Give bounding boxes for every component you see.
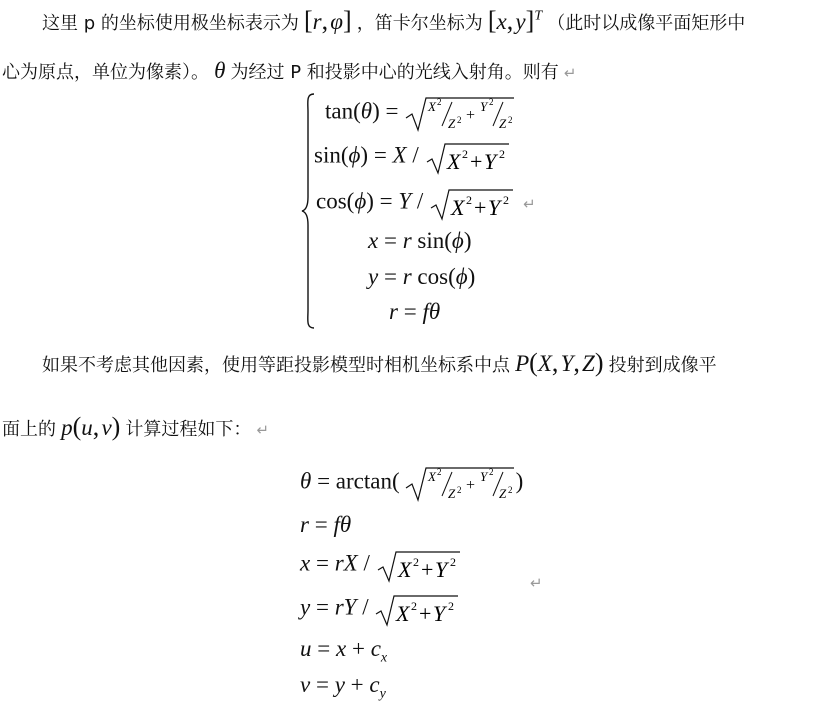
paragraph-mark: ↵ xyxy=(563,64,577,82)
svg-text:Y: Y xyxy=(488,195,501,220)
sqrt-fraction-1 xyxy=(404,96,516,134)
svg-text:2: 2 xyxy=(457,115,462,125)
paragraph2-line2 xyxy=(2,412,269,442)
svg-text:2: 2 xyxy=(461,147,468,161)
system1-eq4: x = r sin(ϕ) xyxy=(368,228,472,253)
paragraph1-line2 xyxy=(2,58,576,84)
svg-text:2: 2 xyxy=(489,97,494,107)
system2-eq4: y = rY / X 2 + Y 2 xyxy=(300,594,460,628)
system2-eq6: $v = y + c_y$ xyxy=(300,672,386,702)
paragraph1-text-b: ，笛卡尔坐标为 xyxy=(356,13,483,34)
svg-text:2: 2 xyxy=(466,193,473,207)
system1-eq1: tan(θ) = X 2 Z 2 + Y 2 Z 2 xyxy=(325,96,516,134)
svg-text:X: X xyxy=(396,601,410,626)
svg-text:+: + xyxy=(420,557,434,582)
svg-text:2: 2 xyxy=(456,485,462,495)
svg-text:X: X xyxy=(427,469,436,484)
system1-eq3: cos(ϕ) = Y / X 2 + Y 2 ↵ xyxy=(316,188,536,220)
svg-text:+: + xyxy=(469,149,482,174)
svg-text:2: 2 xyxy=(436,467,442,477)
cartesian-coords: [x, y]$^T$ xyxy=(487,6,543,35)
theta-symbol: θ xyxy=(214,58,226,83)
paragraph1-line1 xyxy=(42,6,745,36)
paragraph2-line1 xyxy=(42,348,717,378)
paragraph1-text-a: 这里 p 的坐标使用极坐标表示为 xyxy=(42,13,299,34)
svg-text:+: + xyxy=(419,601,432,626)
svg-text:2: 2 xyxy=(412,555,419,569)
svg-text:2: 2 xyxy=(449,555,456,569)
left-brace-icon xyxy=(300,92,316,330)
svg-text:2: 2 xyxy=(498,147,505,161)
paragraph1-text-d: 心为原点，单位为像素）。 xyxy=(2,62,209,83)
sqrt-fraction-2 xyxy=(404,466,516,504)
system2-eq2: r = fθ xyxy=(300,512,352,537)
svg-text:X: X xyxy=(397,557,412,582)
sqrt-sum-3 xyxy=(376,550,462,584)
svg-text:X: X xyxy=(428,99,437,114)
svg-text:2: 2 xyxy=(488,467,494,477)
svg-text:2: 2 xyxy=(508,115,513,125)
paragraph2-text-b: 投射到成像平 xyxy=(608,355,717,376)
svg-text:2: 2 xyxy=(503,193,510,207)
paragraph2-text-a: 如果不考虑其他因素，使用等距投影模型时相机坐标系中点 xyxy=(42,355,510,376)
svg-text:Z: Z xyxy=(499,116,507,131)
paragraph-mark: ↵ xyxy=(256,421,270,439)
system1-eq2: sin(ϕ) = X / X 2 + Y 2 xyxy=(314,142,511,176)
system1-eq6: r = fθ xyxy=(389,299,441,324)
svg-text:X: X xyxy=(451,195,465,220)
svg-text:+: + xyxy=(474,195,487,220)
paragraph2-text-c: 面上的 xyxy=(2,419,56,440)
svg-text:Z: Z xyxy=(498,486,506,501)
svg-text:2: 2 xyxy=(411,599,418,613)
polar-coords: [r, φ] xyxy=(303,6,352,35)
system1-eq5: y = r cos(ϕ) xyxy=(368,264,476,289)
svg-text:Y: Y xyxy=(479,469,487,484)
sqrt-sum-1 xyxy=(425,142,511,176)
svg-text:2: 2 xyxy=(448,599,455,613)
svg-text:+: + xyxy=(466,107,476,124)
sqrt-sum-4 xyxy=(374,594,460,628)
paragraph-mark: ↵ xyxy=(523,194,536,213)
svg-text:2: 2 xyxy=(437,97,442,107)
sqrt-sum-2 xyxy=(429,188,515,222)
svg-text:Z: Z xyxy=(448,116,456,131)
system2-eq1: θ = arctan( X 2 Z 2 + Y 2 Z 2 ) xyxy=(300,466,523,504)
system2-eq3: x = rX / X 2 + Y 2 xyxy=(300,550,462,584)
paragraph-mark: ↵ xyxy=(530,574,543,592)
svg-text:Z: Z xyxy=(447,486,455,501)
transpose-superscript: T xyxy=(534,8,543,24)
svg-text:X: X xyxy=(446,149,460,174)
paragraph1-text-c: （此时以成像平面矩形中 xyxy=(547,13,746,34)
svg-text:2: 2 xyxy=(507,485,513,495)
paragraph2-text-d: 计算过程如下： xyxy=(125,419,252,440)
svg-text:Y: Y xyxy=(434,557,447,582)
svg-text:+: + xyxy=(465,477,475,494)
svg-text:Y: Y xyxy=(483,149,496,174)
point-p: p(u, v) xyxy=(61,412,121,441)
paragraph1-text-e: 为经过 P 和投影中心的光线入射角。则有 xyxy=(230,62,559,83)
svg-text:Y: Y xyxy=(433,601,446,626)
system2-eq5: $u = x + c_x$ xyxy=(300,636,388,666)
svg-text:Y: Y xyxy=(480,99,488,114)
point-P: P(X, Y, Z) xyxy=(515,348,604,377)
